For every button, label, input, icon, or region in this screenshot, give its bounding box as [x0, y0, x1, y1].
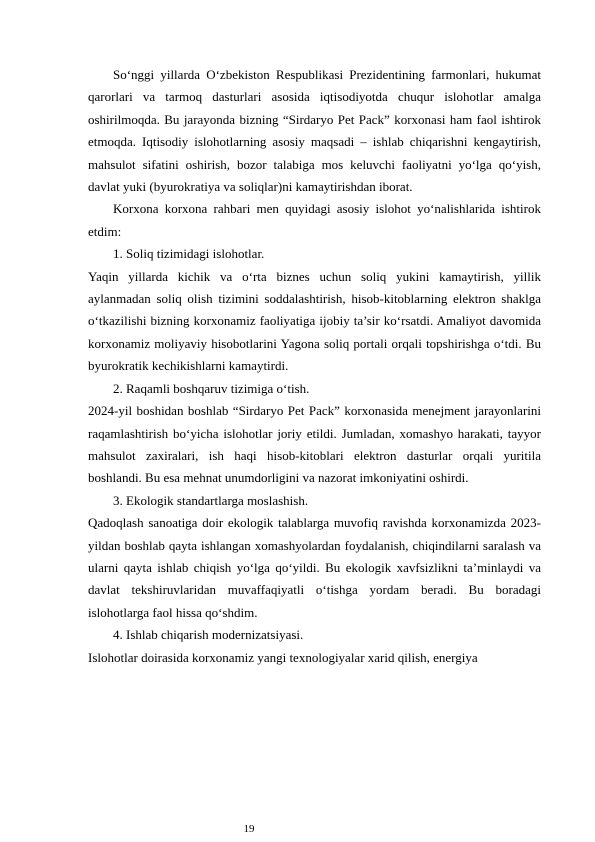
digital-management-paragraph: 2024-yil boshidan boshlab “Sirdaryo Pet Pack” korxonasida menejment jarayonlarini raqamlashtirish bo‘yicha islohotlar joriy etildi. Jumladan, xomashyo harakati, tayyor mahsulot zaxiralari, ish haqi hisob-kitoblari elektron dasturlar orqali yuritila boshlandi. Bu esa mehnat unumdorligini va nazorat imkoniyatini oshirdi.: [88, 403, 541, 486]
body-text: [88, 64, 541, 669]
role-paragraph: Korxona korxona rahbari men quyidagi asosiy islohot yo‘nalishlarida ishtirok etdim:: [88, 201, 541, 239]
tax-reform-paragraph: Yaqin yillarda kichik va o‘rta biznes uchun soliq yukini kamaytirish, yillik aylanmadan soliq olish tizimini soddalashtirish, hisob-kitoblarning elektron shaklga o‘tkazilishi bizning korxonamiz faoliyatiga ijobiy ta’sir ko‘rsatdi. Amaliyot davomida korxonamiz moliyaviy hisobotlarini Yagona soliq portali orqali topshirishga o‘tdi. Bu byurokratik kechikishlarni kamaytirdi.: [88, 268, 541, 374]
section-heading-digital-management: 2. Raqamli boshqaruv tizimiga o‘tish.: [113, 380, 310, 396]
section-heading-ecological-standards: 3. Ekologik standartlarga moslashish.: [113, 492, 309, 508]
page-number: 19: [243, 823, 255, 835]
intro-paragraph: So‘nggi yillarda O‘zbekiston Respublikasi Prezidentining farmonlari, hukumat qarorlari va tarmoq dasturlari asosida iqtisodiyotda chuqur islohotlar amalga oshirilmoqda. Bu jarayonda bizning “Sirdaryo Pet Pack” korxonasi ham faol ishtirok etmoqda. Iqtisodiy islohotlarning asosiy maqsadi – ishlab chiqarishni kengaytirish, mahsulot sifatini oshirish, bozor talabiga mos keluvchi faoliyatni yo‘lga qo‘yish, davlat yuki (byurokratiya va soliqlar)ni kamaytirishdan iborat.: [88, 67, 541, 195]
section-heading-tax-reform: 1. Soliq tizimidagi islohotlar.: [113, 246, 265, 262]
ecological-standards-paragraph: Qadoqlash sanoatiga doir ekologik talablarga muvofiq ravishda korxonamizda 2023-yildan boshlab qayta ishlangan xomashyolardan foydalanish, chiqindilarni saralash va ularni qayta ishlab chiqish yo‘lga qo‘yildi. Bu ekologik xavfsizlikni ta’minlaydi va davlat tekshiruvlaridan muvaffaqiyatli o‘tishga yordam beradi. Bu boradagi islohotlarga faol hissa qo‘shdim.: [88, 515, 541, 620]
section-heading-modernization: 4. Ishlab chiqarish modernizatsiyasi.: [113, 627, 304, 643]
modernization-paragraph: Islohotlar doirasida korxonamiz yangi texnologiyalar xarid qilish, energiya: [88, 649, 478, 665]
